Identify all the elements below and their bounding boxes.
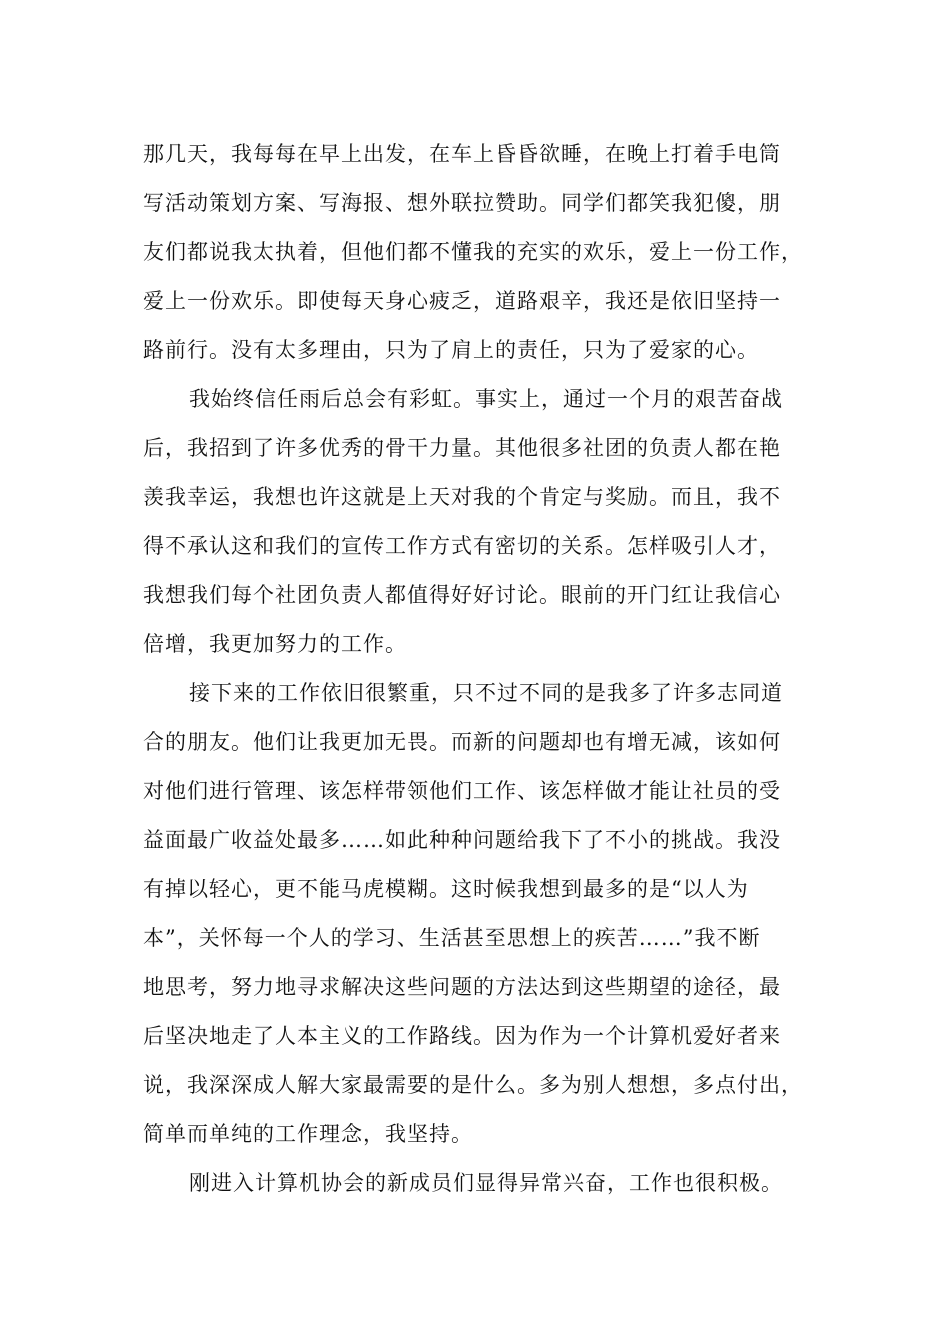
text-line: 我想我们每个社团负责人都值得好好讨论。眼前的开门红让我信心 — [143, 583, 781, 607]
text-line: 那几天，我每每在早上出发，在车上昏昏欲睡，在晚上打着手电筒 — [143, 142, 781, 166]
text-line: 我始终信任雨后总会有彩虹。事实上，通过一个月的艰苦奋战 — [189, 387, 783, 411]
text-line: 合的朋友。他们让我更加无畏。而新的问题却也有增无减，该如何 — [143, 730, 781, 754]
text-line: 简单而单纯的工作理念，我坚持。 — [143, 1122, 473, 1146]
text-line: 地思考，努力地寻求解决这些问题的方法达到这些期望的途径，最 — [143, 975, 781, 999]
text-line: 接下来的工作依旧很繁重，只不过不同的是我多了许多志同道 — [189, 681, 783, 705]
text-line: 对他们进行管理、该怎样带领他们工作、该怎样做才能让社员的受 — [143, 779, 781, 803]
text-line: 说，我深深成人解大家最需要的是什么。多为别人想想，多点付出， — [143, 1073, 803, 1097]
text-line: 写活动策划方案、写海报、想外联拉赞助。同学们都笑我犯傻，朋 — [143, 191, 781, 215]
text-line: 益面最广收益处最多……如此种种问题给我下了不小的挑战。我没 — [143, 828, 781, 852]
text-line: 后坚决地走了人本主义的工作路线。因为作为一个计算机爱好者来 — [143, 1024, 781, 1048]
text-line: 羡我幸运，我想也许这就是上天对我的个肯定与奖励。而且，我不 — [143, 485, 781, 509]
text-line: 倍增，我更加努力的工作。 — [143, 632, 407, 656]
text-line: 本”，关怀每一个人的学习、生活甚至思想上的疾苦……”我不断 — [143, 926, 761, 950]
body-text — [143, 130, 808, 1208]
text-line: 刚进入计算机协会的新成员们显得异常兴奋，工作也很积极。 — [189, 1171, 783, 1195]
text-line: 友们都说我太执着，但他们都不懂我的充实的欢乐，爱上一份工作， — [143, 240, 803, 264]
text-line: 得不承认这和我们的宣传工作方式有密切的关系。怎样吸引人才， — [143, 534, 781, 558]
text-line: 路前行。没有太多理由，只为了肩上的责任，只为了爱家的心。 — [143, 338, 759, 362]
text-line: 有掉以轻心，更不能马虎模糊。这时候我想到最多的是“以人为 — [143, 877, 749, 901]
text-line: 后，我招到了许多优秀的骨干力量。其他很多社团的负责人都在艳 — [143, 436, 781, 460]
text-line: 爱上一份欢乐。即使每天身心疲乏，道路艰辛，我还是依旧坚持一 — [143, 289, 781, 313]
